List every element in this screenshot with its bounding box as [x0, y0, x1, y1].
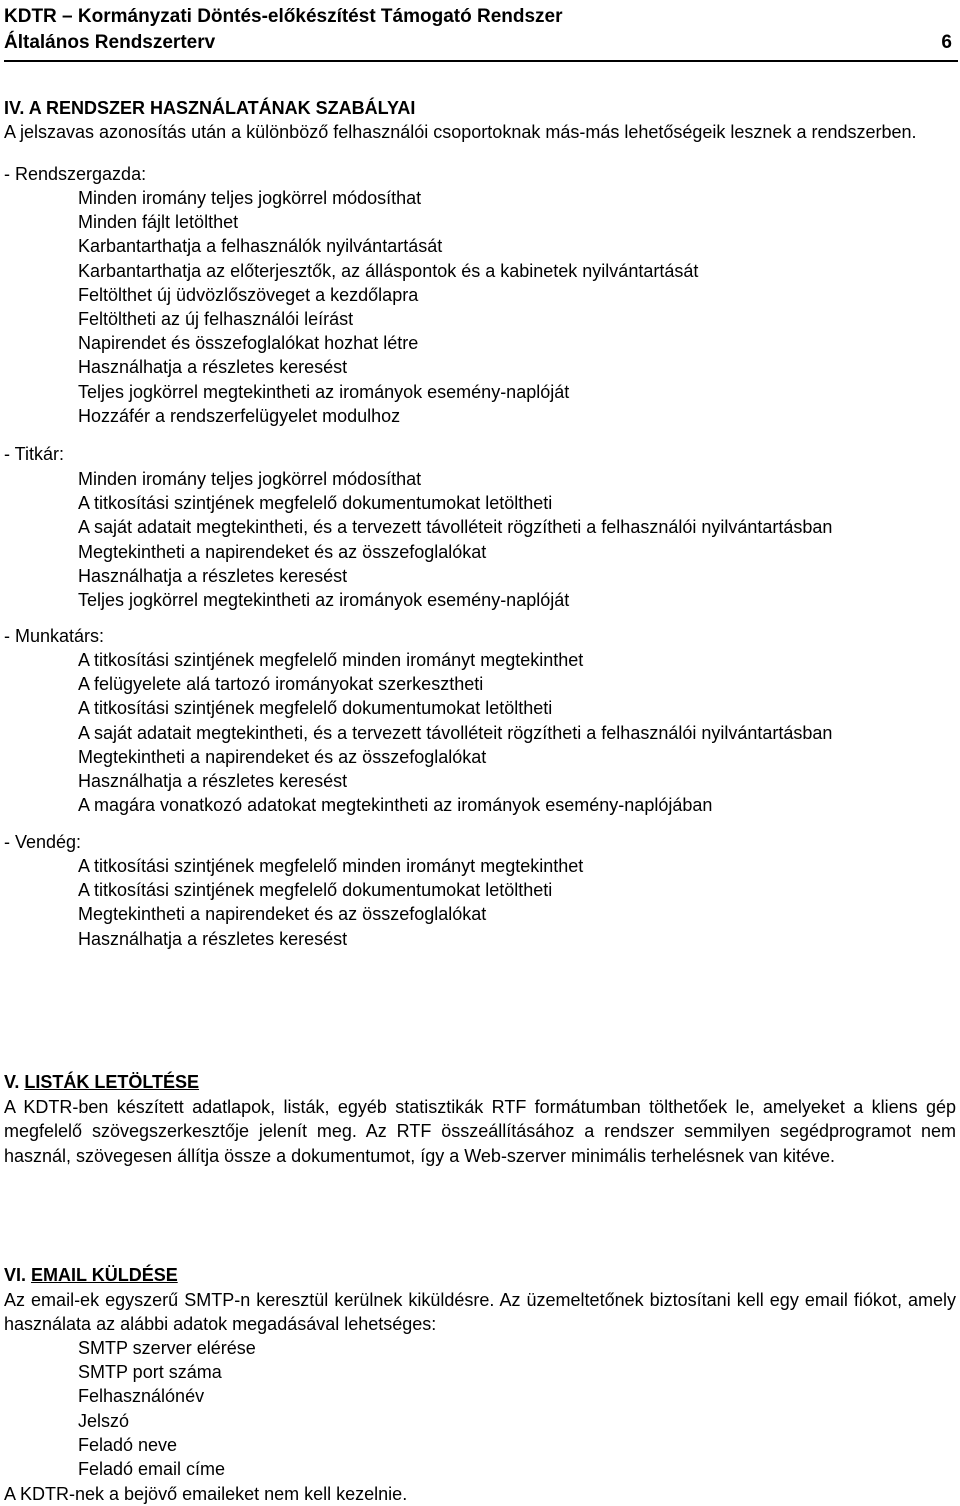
- list-item: Karbantarthatja a felhasználók nyilvántartását: [78, 236, 443, 257]
- section-6-number: VI.: [4, 1265, 27, 1285]
- list-item: A titkosítási szintjének megfelelő dokumentumokat letöltheti: [78, 880, 553, 901]
- section-6-heading: EMAIL KÜLDÉSE: [31, 1265, 178, 1285]
- page-header: [4, 4, 958, 56]
- list-item: Használhatja a részletes keresést: [78, 565, 348, 586]
- section-6-title: [4, 1263, 178, 1287]
- page-number: 6: [941, 32, 952, 53]
- list-item: A magára vonatkozó adatokat megtekintheti az irományok esemény-naplójában: [78, 795, 713, 816]
- list-item: Teljes jogkörrel megtekintheti az irományok esemény-naplóját: [78, 589, 570, 610]
- list-item: A saját adatait megtekintheti, és a tervezett távolléteit rögzítheti a felhasználói nyilvántartásban: [78, 517, 833, 538]
- email-settings-list: [78, 1336, 256, 1481]
- role-label-staff: - Munkatárs:: [4, 626, 105, 646]
- header-rule: [4, 60, 958, 62]
- document-subtitle-row: [4, 30, 958, 56]
- document-title: KDTR – Kormányzati Döntés-előkészítést Támogató Rendszer: [4, 6, 563, 27]
- list-item: Hozzáfér a rendszerfelügyelet modulhoz: [78, 405, 401, 426]
- list-item: Napirendet és összefoglalókat hozhat létre: [78, 333, 419, 354]
- section-6-footer: A KDTR-nek a bejövő emaileket nem kell kezelnie.: [4, 1484, 408, 1504]
- role-items-guest: [78, 854, 583, 951]
- list-item: A titkosítási szintjének megfelelő dokumentumokat letöltheti: [78, 493, 553, 514]
- role-items-staff: [78, 648, 832, 817]
- list-item: A titkosítási szintjének megfelelő minden irományt megtekinthet: [78, 856, 584, 876]
- list-item: Feltölthet új üdvözlőszöveget a kezdőlapra: [78, 284, 419, 305]
- list-item: Teljes jogkörrel megtekintheti az irományok esemény-naplóját: [78, 381, 570, 402]
- list-item: A saját adatait megtekintheti, és a tervezett távolléteit rögzítheti a felhasználói nyilvántartásban: [78, 722, 833, 743]
- list-item: Megtekintheti a napirendeket és az összefoglalókat: [78, 904, 487, 925]
- list-item: Feladó email címe: [78, 1458, 226, 1479]
- role-items-secretary: [78, 467, 832, 612]
- list-item: Használhatja a részletes keresést: [78, 357, 348, 378]
- document-subtitle: Általános Rendszerterv: [4, 32, 216, 53]
- section-5-title: [4, 1070, 199, 1094]
- list-item: A titkosítási szintjének megfelelő dokumentumokat letöltheti: [78, 698, 553, 719]
- list-item: Feladó neve: [78, 1434, 178, 1455]
- list-item: SMTP port száma: [78, 1362, 222, 1383]
- role-label-guest: - Vendég:: [4, 832, 82, 852]
- list-item: Karbantarthatja az előterjesztők, az álláspontok és a kabinetek nyilvántartását: [78, 260, 699, 281]
- list-item: Megtekintheti a napirendeket és az összefoglalókat: [78, 746, 487, 767]
- list-item: Használhatja a részletes keresést: [78, 928, 348, 949]
- section-6-body: Az email-ek egyszerű SMTP-n keresztül kerülnek kiküldésre. Az üzemeltetőnek biztosítani kell egy email fiókot, amely használata az alábbi adatok megadásával lehetséges:: [4, 1290, 956, 1335]
- role-label-secretary: - Titkár:: [4, 444, 65, 464]
- list-item: Feltöltheti az új felhasználói leírást: [78, 308, 354, 329]
- role-label-admin: - Rendszergazda:: [4, 164, 147, 184]
- list-item: Megtekintheti a napirendeket és az összefoglalókat: [78, 541, 487, 562]
- section-5-body: A KDTR-ben készített adatlapok, listák, egyéb statisztikák RTF formátumban tölthetőek le, amelyeket a kliens gép megfelelő szövegszerkesztője jelenít meg. Az RTF összeállításához a rendszer semmilyen segédprogramot nem használ, szövegesen állítja össze a dokumentumot, így a Web-szerver minimális terhelésnek van kitéve.: [4, 1097, 956, 1166]
- list-item: Minden iromány teljes jogkörrel módosíthat: [78, 188, 422, 208]
- section-5-heading: LISTÁK LETÖLTÉSE: [24, 1072, 200, 1092]
- list-item: SMTP szerver elérése: [78, 1338, 256, 1358]
- list-item: Jelszó: [78, 1410, 130, 1431]
- section-5-number: V.: [4, 1072, 20, 1092]
- list-item: Minden iromány teljes jogkörrel módosíthat: [78, 469, 422, 489]
- section-4-intro: A jelszavas azonosítás után a különböző felhasználói csoportoknak más-más lehetőségeik lesznek a rendszerben.: [4, 122, 917, 142]
- list-item: A felügyelete alá tartozó irományokat szerkesztheti: [78, 674, 484, 695]
- role-items-admin: [78, 186, 698, 428]
- section-4-title: IV. A RENDSZER HASZNÁLATÁNAK SZABÁLYAI: [4, 98, 416, 118]
- list-item: A titkosítási szintjének megfelelő minden irományt megtekinthet: [78, 650, 584, 670]
- list-item: Minden fájlt letölthet: [78, 212, 239, 233]
- list-item: Felhasználónév: [78, 1386, 205, 1407]
- list-item: Használhatja a részletes keresést: [78, 770, 348, 791]
